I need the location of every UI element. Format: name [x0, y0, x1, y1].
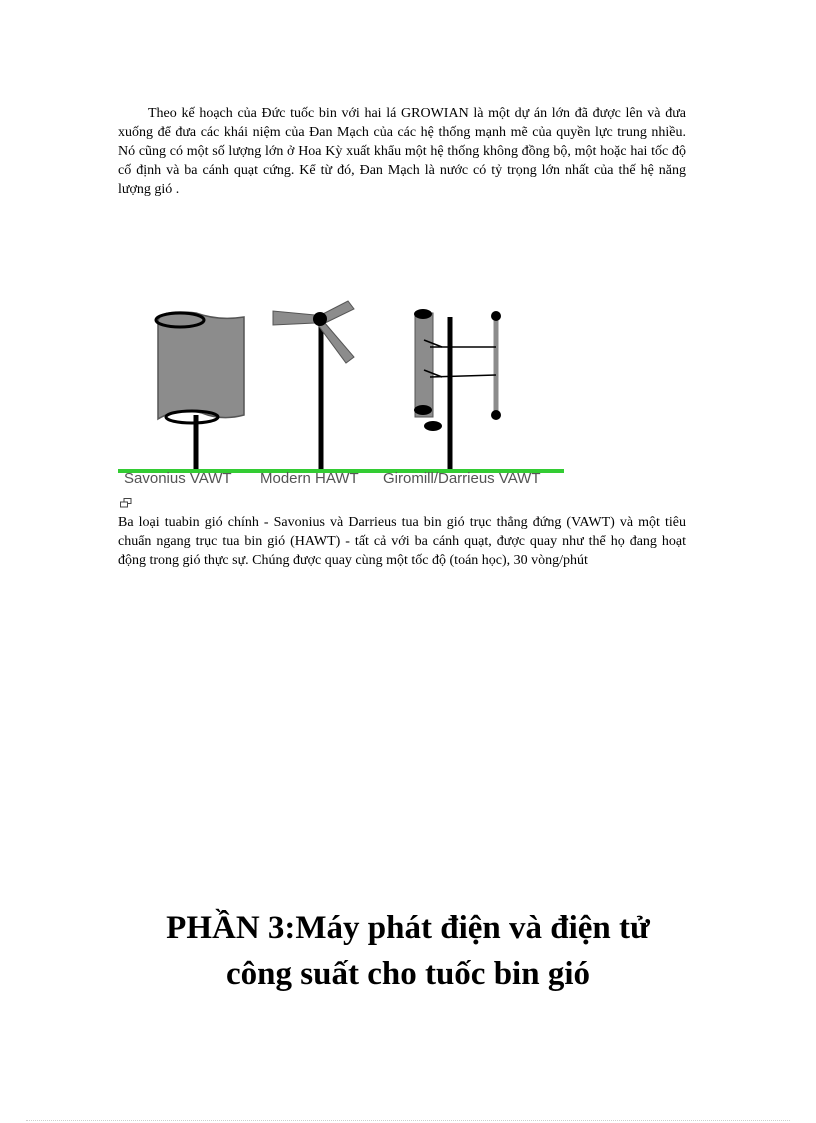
giromill-label: Giromill/Darrieus VAWT [383, 470, 541, 487]
giromill-turbine-illustration [414, 309, 501, 470]
modern-hawt-illustration [273, 301, 354, 470]
modern-hawt-label: Modern HAWT [260, 470, 359, 487]
figure-caption: Ba loại tuabin gió chính - Savonius và Darrieus tua bin gió trục thẳng đứng (VAWT) và một tiêu chuẩn ngang trục tua bin gió (HAWT) - tất cả với ba cánh quạt, được quay như thể họ đang hoạt động trong gió thực sự. Chúng được quay cùng một tốc độ (toán học), 30 vòng/phút [118, 515, 686, 568]
section-heading [0, 905, 816, 997]
object-anchor-icon [120, 498, 132, 508]
page-break-line [26, 1120, 790, 1121]
wind-turbine-figure [118, 295, 568, 490]
intro-paragraph: Theo kế hoạch của Đức tuốc bin với hai lá GROWIAN là một dự án lớn đã được lên và đưa xuống để đưa các khái niệm của Đan Mạch của các hệ thống mạnh mẽ của quyền lực trung nhiều. Nó cũng có một số lượng lớn ở Hoa Kỳ xuất khẩu một hệ thống không đồng bộ, một hoặc hai tốc độ cố định và ba cánh quạt cứng. Kể từ đó, Đan Mạch là nước có tỷ trọng lớn nhất của thế hệ năng lượng gió . [118, 106, 686, 197]
savonius-label: Savonius VAWT [124, 470, 232, 487]
savonius-turbine-illustration [156, 312, 244, 470]
section-heading-line-2: công suất cho tuốc bin gió [226, 956, 590, 992]
section-heading-line-1: PHẦN 3:Máy phát điện và điện tử [166, 910, 650, 946]
